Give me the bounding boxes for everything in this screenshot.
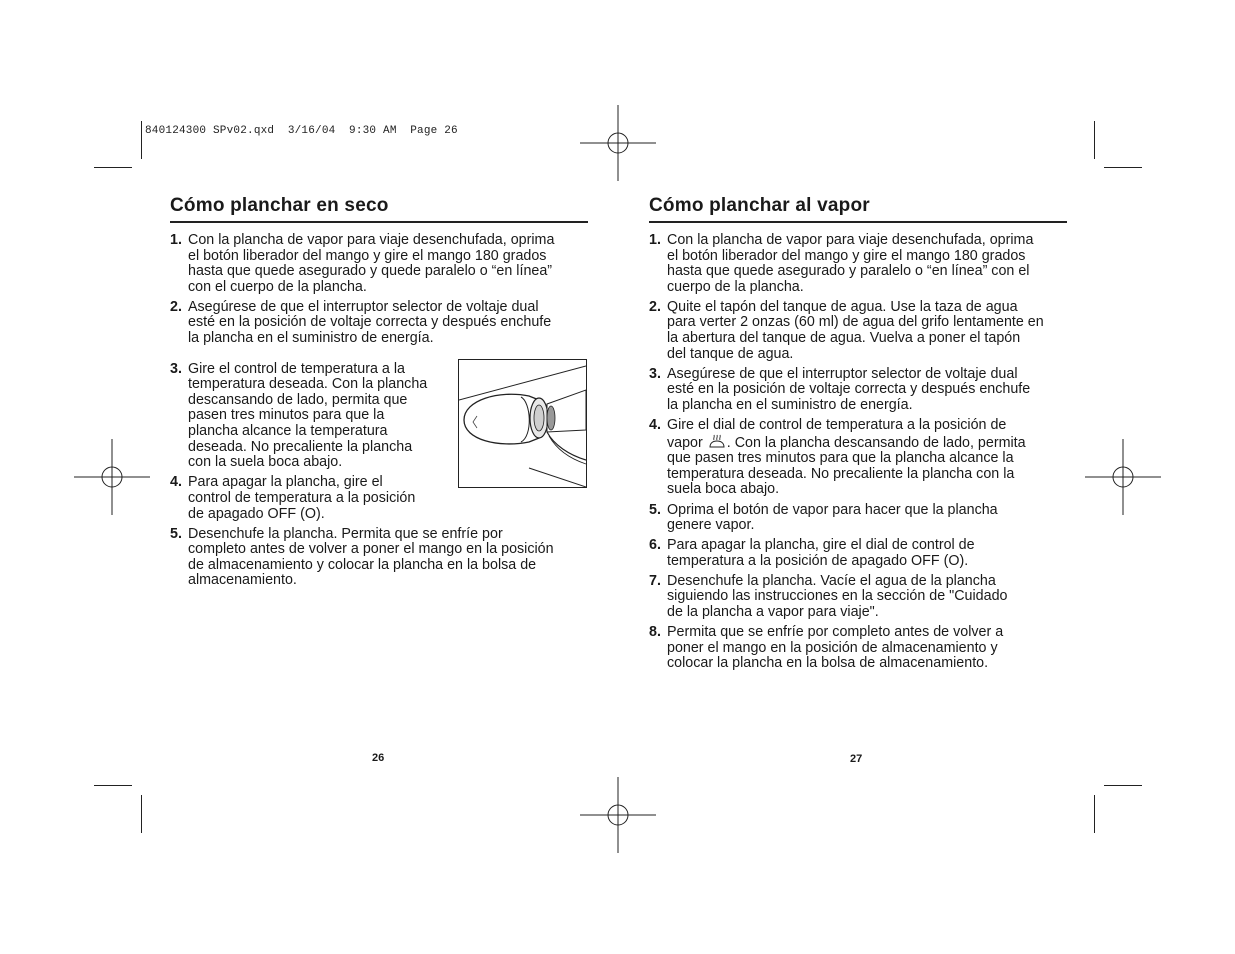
list-item: 2. Asegúrese de que el interruptor selector de voltaje dual esté en la posición de voltaje correcta y después enchufe la plancha en el suministro de energía. [170, 298, 552, 347]
iron-illustration [458, 359, 587, 488]
crop-mark [94, 167, 132, 168]
list-item: 3. Gire el control de temperatura a la temperatura deseada. Con la plancha descansando de lado, permita que pasen tres minutos para que la plancha alcance la temperatura deseada. No precaliente la plancha con la suela boca abajo. [170, 360, 428, 471]
list-item: 5. Oprima el botón de vapor para hacer que la plancha genere vapor. [649, 501, 998, 534]
section-title-dry-ironing: Cómo planchar en seco [170, 194, 588, 223]
list-item: 1. Con la plancha de vapor para viaje desenchufada, oprima el botón liberador del mango y gire el mango 180 grados hasta que quede asegurado y quede paralelo o “en línea” con el cuerpo de la plancha. [170, 232, 555, 295]
section-title-steam-ironing: Cómo planchar al vapor [649, 194, 1067, 223]
crop-mark [1094, 121, 1095, 159]
crop-mark [1104, 785, 1142, 786]
list-item: 5. Desenchufe la plancha. Permita que se enfríe por completo antes de volver a poner el mango en la posición de almacenamiento y colocar la plancha en la bolsa de almacenamiento. [170, 525, 554, 589]
registration-mark-icon [580, 777, 656, 853]
page-number: 27 [850, 753, 863, 765]
crop-mark [1094, 795, 1095, 833]
registration-mark-icon [580, 105, 656, 181]
list-item: 7. Desenchufe la plancha. Vacíe el agua de la plancha siguiendo las instrucciones en la sección de "Cuidado de la plancha a vapor para viaje". [649, 572, 1008, 621]
print-slug: 840124300 SPv02.qxd 3/16/04 9:30 AM Page 26 [145, 125, 458, 137]
list-item: 6. Para apagar la plancha, gire el dial de control de temperatura a la posición de apagado OFF (O). [649, 537, 975, 569]
crop-mark [141, 121, 142, 159]
list-item: 4. Para apagar la plancha, gire el control de temperatura a la posición de apagado OFF (O). [170, 474, 416, 522]
list-item: 8. Permita que se enfríe por completo antes de volver a poner el mango en la posición de almacenamiento y colocar la plancha en la bolsa de almacenamiento. [649, 624, 1004, 672]
list-item: 3. Asegúrese de que el interruptor selector de voltaje dual esté en la posición de voltaje correcta y después enchufe la plancha en el suministro de energía. [649, 365, 1031, 413]
iron-on-side-icon [459, 360, 586, 487]
steam-ironing-steps [649, 233, 1067, 672]
list-item: 1. Con la plancha de vapor para viaje desenchufada, oprima el botón liberador del mango y gire el mango 180 grados hasta que quede asegurado y paralelo o “en línea” con el cuerpo de la plancha. [649, 232, 1034, 295]
list-item: 4. Gire el dial de control de temperatura a la posición de vapor . Con la plancha descansando de lado, permita que pasen tres minutos para que la plancha alcance la temperatura deseada. No precaliente la plancha con la suela boca abajo. [649, 417, 1026, 498]
registration-mark-icon [1085, 439, 1161, 515]
list-item: 2. Quite el tapón del tanque de agua. Use la taza de agua para verter 2 onzas (60 ml) de agua del grifo lentamente en la abertura del tanque de agua. Vuelva a poner el tapón del tanque de agua. [649, 298, 1044, 362]
right-page [649, 194, 1067, 676]
steam-icon [707, 434, 727, 449]
crop-mark [141, 795, 142, 833]
crop-mark [1104, 167, 1142, 168]
registration-mark-icon [74, 439, 150, 515]
crop-mark [94, 785, 132, 786]
page-number: 26 [372, 752, 385, 764]
